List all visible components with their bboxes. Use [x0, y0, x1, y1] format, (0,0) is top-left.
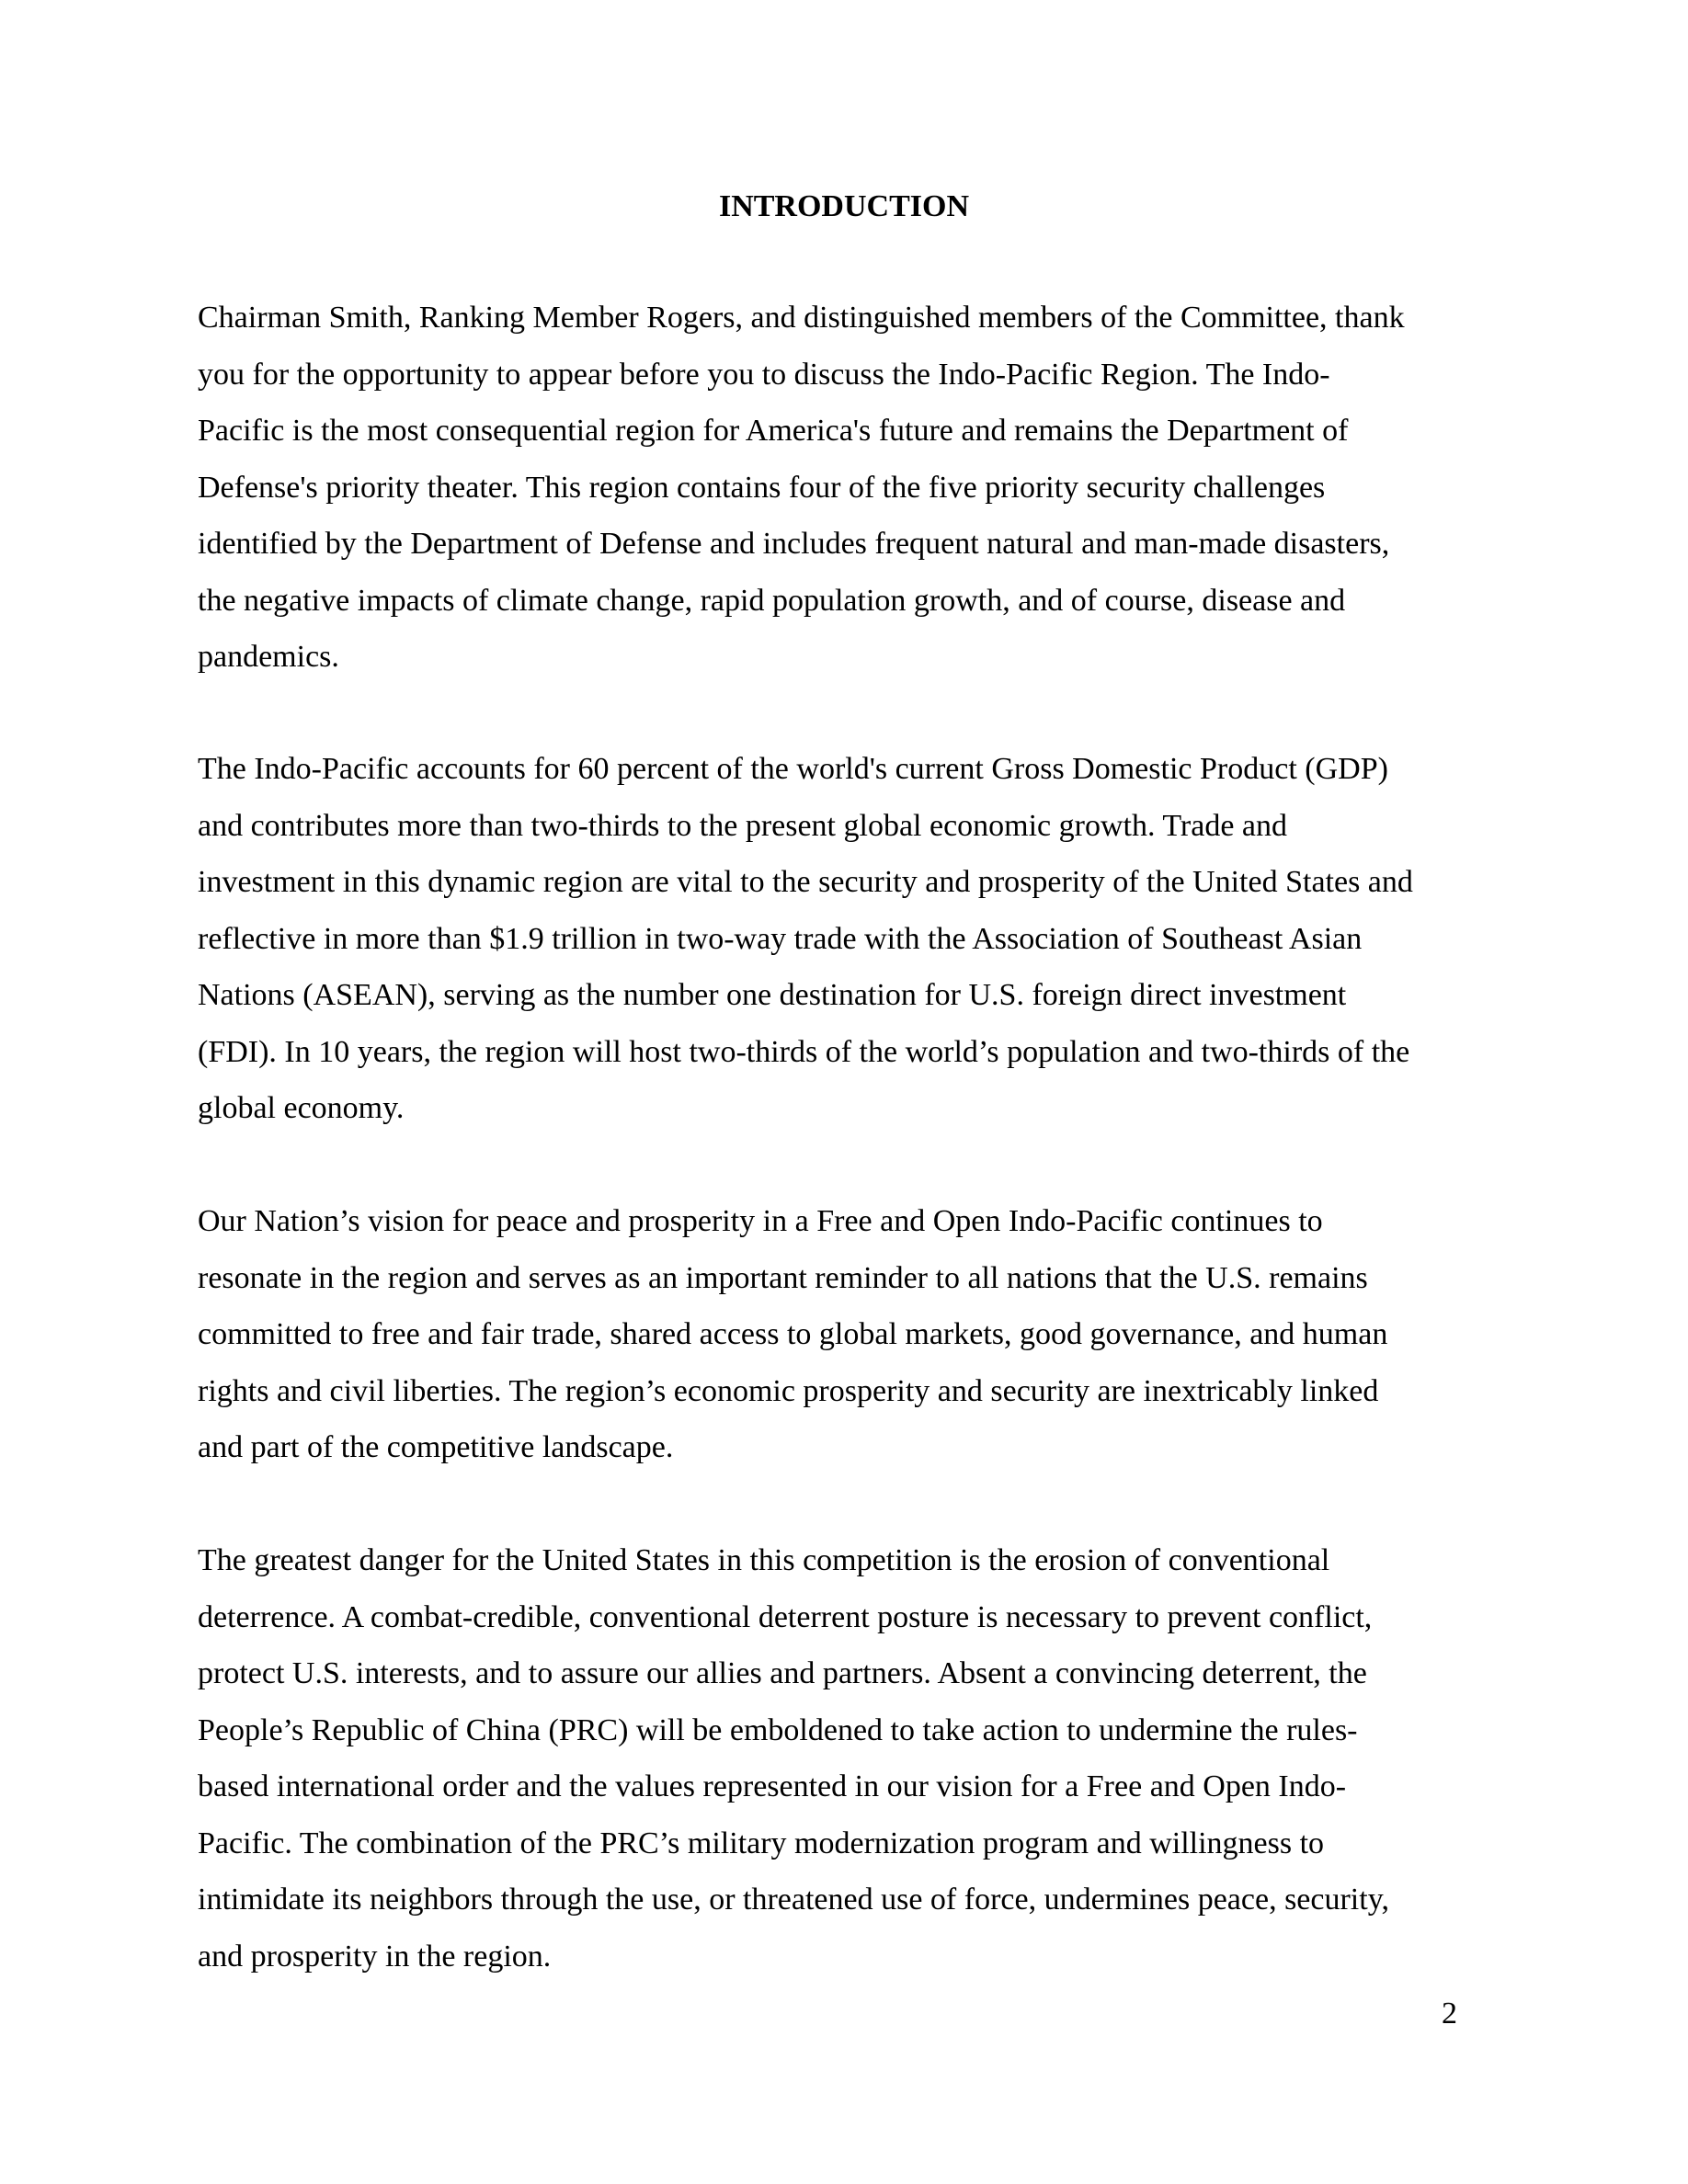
text-line: Defense's priority theater. This region contains four of the five priority security challenges — [198, 470, 1326, 505]
text-line: committed to free and fair trade, shared access to global markets, good governance, and human — [198, 1317, 1388, 1351]
text-line: reflective in more than $1.9 trillion in two-way trade with the Association of Southeast Asian — [198, 921, 1363, 956]
text-line: The Indo-Pacific accounts for 60 percent of the world's current Gross Domestic Product (GDP) — [198, 752, 1388, 786]
text-line: (FDI). In 10 years, the region will host two-thirds of the world’s population and two-thirds of the — [198, 1034, 1410, 1069]
text-line: identified by the Department of Defense and includes frequent natural and man-made disasters, — [198, 527, 1390, 561]
text-line: pandemics. — [198, 640, 339, 674]
text-line: Pacific is the most consequential region for America's future and remains the Department of — [198, 414, 1349, 448]
text-line: People’s Republic of China (PRC) will be emboldened to take action to undermine the rules- — [198, 1712, 1358, 1747]
paragraph-national-vision — [198, 1193, 1522, 1476]
section-heading: INTRODUCTION — [718, 189, 970, 223]
text-line: protect U.S. interests, and to assure our allies and partners. Absent a convincing deterrent, the — [198, 1656, 1367, 1690]
paragraph-deterrence — [198, 1532, 1522, 1985]
text-line: you for the opportunity to appear before you to discuss the Indo-Pacific Region. The Indo- — [198, 357, 1330, 392]
text-line: Pacific. The combination of the PRC’s military modernization program and willingness to — [198, 1826, 1325, 1860]
text-line: resonate in the region and serves as an important reminder to all nations that the U.S. remains — [198, 1260, 1368, 1295]
text-line: and part of the competitive landscape. — [198, 1430, 674, 1464]
text-line: Nations (ASEAN), serving as the number one destination for U.S. foreign direct investment — [198, 978, 1347, 1012]
text-line: and contributes more than two-thirds to the present global economic growth. Trade and — [198, 808, 1288, 843]
text-line: intimidate its neighbors through the use, or threatened use of force, undermines peace, security, — [198, 1883, 1389, 1917]
text-line: Our Nation’s vision for peace and prosperity in a Free and Open Indo-Pacific continues to — [198, 1204, 1323, 1238]
text-line: deterrence. A combat-credible, conventional deterrent posture is necessary to prevent conflict, — [198, 1599, 1373, 1634]
paragraph-opening-remarks — [198, 290, 1522, 686]
text-line: based international order and the values represented in our vision for a Free and Open Indo- — [198, 1769, 1347, 1803]
page-number: 2 — [1442, 1996, 1457, 2030]
text-line: The greatest danger for the United States in this competition is the erosion of conventional — [198, 1543, 1330, 1577]
text-line: rights and civil liberties. The region’s economic prosperity and security are inextricably linked — [198, 1373, 1379, 1408]
paragraph-economic-importance — [198, 741, 1522, 1137]
text-line: global economy. — [198, 1091, 405, 1125]
text-line: investment in this dynamic region are vital to the security and prosperity of the United States and — [198, 865, 1413, 899]
text-line: Chairman Smith, Ranking Member Rogers, and distinguished members of the Committee, thank — [198, 301, 1405, 335]
text-line: and prosperity in the region. — [198, 1939, 552, 1974]
text-line: the negative impacts of climate change, rapid population growth, and of course, disease and — [198, 583, 1346, 618]
